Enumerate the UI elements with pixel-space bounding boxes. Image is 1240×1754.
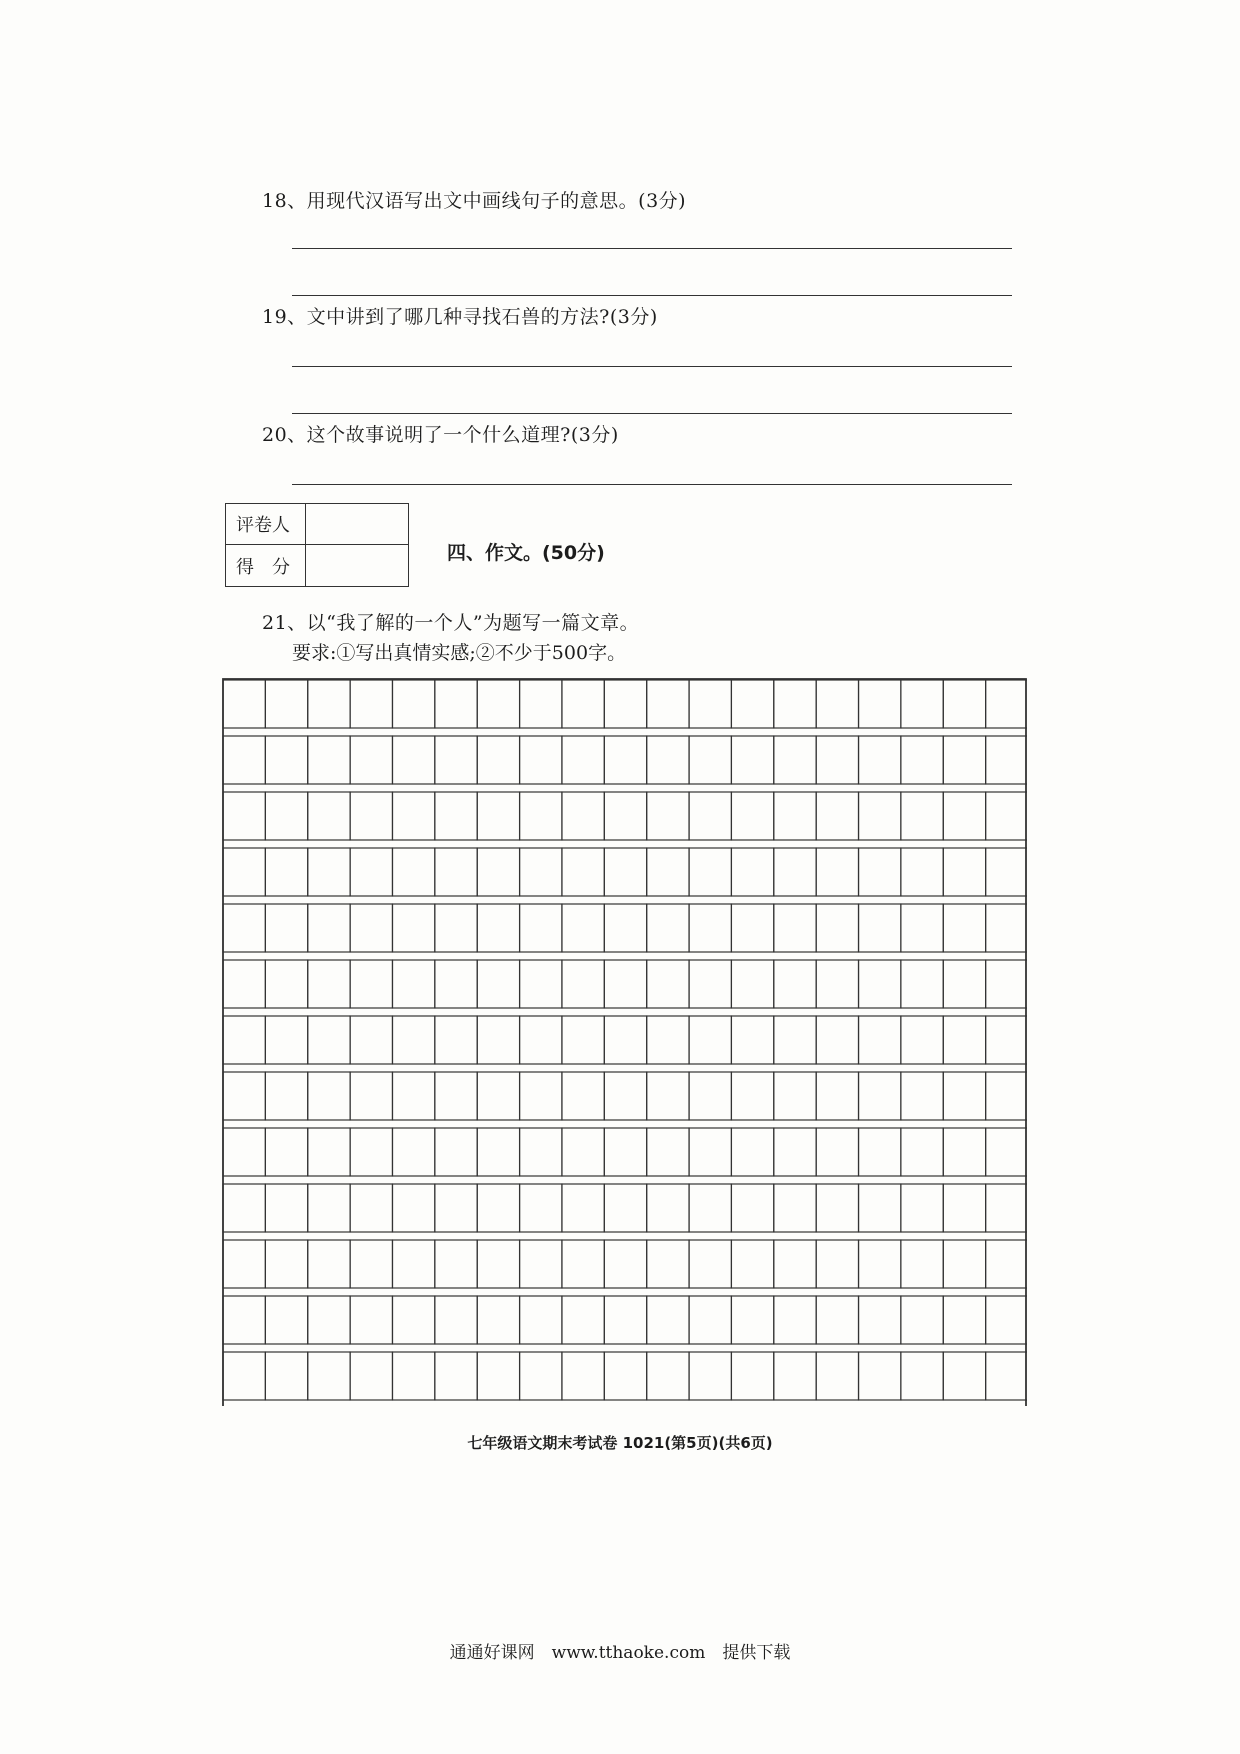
grid-cell xyxy=(647,1352,689,1400)
grid-cell xyxy=(816,904,858,952)
grid-cell xyxy=(731,1184,773,1232)
grid-cell xyxy=(689,848,731,896)
grid-cell xyxy=(308,1128,350,1176)
grid-cell xyxy=(774,1296,816,1344)
answer-line[interactable] xyxy=(292,484,1012,485)
grid-cell xyxy=(435,680,477,728)
answer-line[interactable] xyxy=(292,248,1012,249)
grid-cell xyxy=(986,1072,1027,1120)
grid-cell xyxy=(435,792,477,840)
grid-cell xyxy=(647,1240,689,1288)
grid-cell xyxy=(986,1184,1027,1232)
grid-cell xyxy=(308,1184,350,1232)
grid-cell xyxy=(350,1184,392,1232)
grid-cell xyxy=(520,1128,562,1176)
grid-cell xyxy=(901,680,943,728)
grid-row xyxy=(223,1184,1027,1232)
grid-cell xyxy=(689,736,731,784)
grid-cell xyxy=(223,1296,265,1344)
score-field[interactable] xyxy=(306,545,408,586)
grid-cell xyxy=(308,960,350,1008)
grid-cell xyxy=(986,848,1027,896)
grid-cell xyxy=(901,1352,943,1400)
grid-cell xyxy=(350,904,392,952)
grid-cell xyxy=(943,792,985,840)
grid-cell xyxy=(943,1240,985,1288)
grid-cell xyxy=(308,736,350,784)
grid-cell xyxy=(986,1128,1027,1176)
grid-cell xyxy=(901,1128,943,1176)
grid-cell xyxy=(265,1184,307,1232)
grid-cell xyxy=(223,904,265,952)
grid-cell xyxy=(477,1072,519,1120)
grid-cell xyxy=(435,848,477,896)
grid-cell xyxy=(265,1240,307,1288)
grid-cell xyxy=(477,960,519,1008)
grid-cell xyxy=(477,1352,519,1400)
grid-cell xyxy=(604,1296,646,1344)
grid-cell xyxy=(477,1128,519,1176)
grid-cell xyxy=(689,1240,731,1288)
grid-cell xyxy=(731,904,773,952)
grid-cell xyxy=(562,736,604,784)
grid-cell xyxy=(435,1240,477,1288)
grid-cell xyxy=(731,792,773,840)
grid-cell xyxy=(392,1128,434,1176)
grid-cell xyxy=(520,792,562,840)
grid-cell xyxy=(689,1296,731,1344)
grid-row xyxy=(223,960,1027,1008)
grid-cell xyxy=(477,1296,519,1344)
grid-cell xyxy=(943,904,985,952)
grid-cell xyxy=(223,848,265,896)
grid-cell xyxy=(901,960,943,1008)
reviewer-label: 评卷人 xyxy=(226,504,306,545)
grid-cell xyxy=(265,680,307,728)
grid-cell xyxy=(562,1296,604,1344)
grid-cell xyxy=(689,904,731,952)
grid-row xyxy=(223,1352,1027,1400)
grid-cell xyxy=(689,1016,731,1064)
grid-cell xyxy=(265,1072,307,1120)
grid-cell xyxy=(562,1240,604,1288)
grid-cell xyxy=(604,1352,646,1400)
grid-cell xyxy=(350,736,392,784)
grid-cell xyxy=(943,1016,985,1064)
grid-row xyxy=(223,848,1027,896)
grid-cell xyxy=(731,1296,773,1344)
grid-cell xyxy=(392,960,434,1008)
grid-cell xyxy=(647,792,689,840)
grid-cell xyxy=(435,1016,477,1064)
grid-cell xyxy=(859,792,901,840)
essay-requirement: 要求:①写出真情实感;②不少于500字。 xyxy=(292,642,627,664)
grid-cell xyxy=(392,848,434,896)
grid-cell xyxy=(604,848,646,896)
grid-cell xyxy=(986,1352,1027,1400)
grid-cell xyxy=(774,736,816,784)
grid-cell xyxy=(901,904,943,952)
grid-cell xyxy=(520,904,562,952)
grid-cell xyxy=(859,1352,901,1400)
grid-cell xyxy=(392,680,434,728)
exam-footer: 七年级语文期末考试卷 1021(第5页)(共6页) xyxy=(467,1434,773,1452)
grid-cell xyxy=(647,736,689,784)
grid-cell xyxy=(520,1240,562,1288)
grid-cell xyxy=(689,680,731,728)
grid-cell xyxy=(774,680,816,728)
grid-cell xyxy=(477,848,519,896)
grid-row xyxy=(223,1296,1027,1344)
grid-cell xyxy=(689,792,731,840)
grid-row xyxy=(223,1128,1027,1176)
grid-cell xyxy=(859,960,901,1008)
grid-row xyxy=(223,904,1027,952)
grid-cell xyxy=(604,1072,646,1120)
grid-cell xyxy=(477,1016,519,1064)
grid-cell xyxy=(392,792,434,840)
grid-cell xyxy=(647,680,689,728)
grid-cell xyxy=(774,1128,816,1176)
grid-row xyxy=(223,680,1027,728)
grid-cell xyxy=(350,792,392,840)
grid-cell xyxy=(689,1128,731,1176)
grid-cell xyxy=(520,680,562,728)
grid-cell xyxy=(562,1352,604,1400)
grid-cell xyxy=(435,1128,477,1176)
grid-cell xyxy=(731,1072,773,1120)
grid-cell xyxy=(943,1352,985,1400)
grid-cell xyxy=(731,1016,773,1064)
grid-cell xyxy=(265,1128,307,1176)
grid-cell xyxy=(816,736,858,784)
grid-cell xyxy=(859,736,901,784)
grid-cell xyxy=(943,960,985,1008)
grid-cell xyxy=(859,1240,901,1288)
grid-cell xyxy=(265,736,307,784)
grid-cell xyxy=(647,960,689,1008)
grid-cell xyxy=(816,1128,858,1176)
grid-cell xyxy=(562,1128,604,1176)
grid-cell xyxy=(308,1240,350,1288)
grid-cell xyxy=(223,736,265,784)
grid-cell xyxy=(859,1296,901,1344)
grid-cell xyxy=(350,1072,392,1120)
grid-cell xyxy=(731,848,773,896)
grid-cell xyxy=(435,1072,477,1120)
grid-cell xyxy=(350,1296,392,1344)
grid-cell xyxy=(731,1128,773,1176)
grid-cell xyxy=(392,1296,434,1344)
grid-cell xyxy=(986,1016,1027,1064)
grid-row xyxy=(223,792,1027,840)
grid-cell xyxy=(477,736,519,784)
grid-cell xyxy=(435,1296,477,1344)
reviewer-field[interactable] xyxy=(306,504,408,545)
grid-cell xyxy=(774,1016,816,1064)
grid-cell xyxy=(265,960,307,1008)
grid-cell xyxy=(604,1128,646,1176)
grid-cell xyxy=(392,736,434,784)
grid-cell xyxy=(223,1128,265,1176)
grid-cell xyxy=(308,680,350,728)
grid-cell xyxy=(859,1184,901,1232)
grid-cell xyxy=(986,960,1027,1008)
grid-cell xyxy=(647,1128,689,1176)
grid-cell xyxy=(647,1184,689,1232)
grid-cell xyxy=(689,1184,731,1232)
grid-cell xyxy=(562,1072,604,1120)
grid-cell xyxy=(223,1184,265,1232)
grid-cell xyxy=(392,1184,434,1232)
grid-cell xyxy=(986,1240,1027,1288)
grid-cell xyxy=(604,792,646,840)
grid-cell xyxy=(308,904,350,952)
question-18: 18、用现代汉语写出文中画线句子的意思。(3分) xyxy=(262,190,687,212)
grid-cell xyxy=(859,848,901,896)
grid-cell xyxy=(308,1296,350,1344)
grid-cell xyxy=(477,792,519,840)
grid-cell xyxy=(477,680,519,728)
grid-cell xyxy=(520,1072,562,1120)
grid-cell xyxy=(520,1296,562,1344)
grid-cell xyxy=(265,1352,307,1400)
grid-cell xyxy=(520,736,562,784)
grid-cell xyxy=(901,792,943,840)
grid-cell xyxy=(731,736,773,784)
grid-cell xyxy=(520,1016,562,1064)
grid-cell xyxy=(689,1352,731,1400)
grid-cell xyxy=(986,680,1027,728)
source-footer: 通通好课网 www.tthaoke.com 提供下载 xyxy=(449,1643,791,1663)
grid-cell xyxy=(774,848,816,896)
grid-cell xyxy=(392,1352,434,1400)
grid-cell xyxy=(731,960,773,1008)
grid-cell xyxy=(350,960,392,1008)
grid-cell xyxy=(943,1128,985,1176)
grid-cell xyxy=(816,792,858,840)
grid-cell xyxy=(350,1240,392,1288)
answer-line[interactable] xyxy=(292,366,1012,367)
grid-cell xyxy=(477,904,519,952)
grid-cell xyxy=(901,1184,943,1232)
grid-cell xyxy=(223,1240,265,1288)
grid-cell xyxy=(223,1072,265,1120)
grid-cell xyxy=(435,1352,477,1400)
essay-prompt: 21、以“我了解的一个人”为题写一篇文章。 xyxy=(262,612,640,634)
grid-cell xyxy=(943,1072,985,1120)
grid-cell xyxy=(223,680,265,728)
grid-cell xyxy=(859,1016,901,1064)
grid-cell xyxy=(774,1240,816,1288)
grid-cell xyxy=(392,1240,434,1288)
grid-cell xyxy=(816,1240,858,1288)
grid-cell xyxy=(223,1352,265,1400)
grid-row xyxy=(223,1016,1027,1064)
grid-cell xyxy=(392,1016,434,1064)
grid-cell xyxy=(986,792,1027,840)
grid-cell xyxy=(604,680,646,728)
grid-cell xyxy=(520,960,562,1008)
grid-cell xyxy=(731,1240,773,1288)
grid-cell xyxy=(647,904,689,952)
grid-cell xyxy=(308,1352,350,1400)
grid-cell xyxy=(604,1016,646,1064)
grid-cell xyxy=(562,792,604,840)
grid-cell xyxy=(308,1016,350,1064)
grid-border xyxy=(223,679,1026,1406)
grid-cell xyxy=(477,1240,519,1288)
grid-cell xyxy=(265,848,307,896)
grid-cell xyxy=(520,848,562,896)
grid-cell xyxy=(520,1352,562,1400)
grid-cell xyxy=(604,1240,646,1288)
grid-cell xyxy=(943,736,985,784)
grid-cell xyxy=(901,1296,943,1344)
grid-cell xyxy=(731,1352,773,1400)
grid-cell xyxy=(350,1016,392,1064)
grid-cell xyxy=(350,1352,392,1400)
grid-cell xyxy=(689,960,731,1008)
grid-cell xyxy=(816,1184,858,1232)
grid-row xyxy=(223,736,1027,784)
grid-cell xyxy=(223,960,265,1008)
grid-cell xyxy=(816,848,858,896)
score-label: 得 分 xyxy=(226,545,306,586)
grid-cell xyxy=(604,904,646,952)
grid-cell xyxy=(731,680,773,728)
grid-cell xyxy=(604,736,646,784)
grid-cell xyxy=(901,848,943,896)
grid-cell xyxy=(774,1352,816,1400)
grid-cell xyxy=(308,792,350,840)
grid-cell xyxy=(689,1072,731,1120)
grid-cell xyxy=(816,1072,858,1120)
grid-cell xyxy=(308,848,350,896)
grid-cell xyxy=(562,680,604,728)
grid-cell xyxy=(774,1184,816,1232)
grid-cell xyxy=(520,1184,562,1232)
grid-cell xyxy=(901,1240,943,1288)
grid-row xyxy=(223,1072,1027,1120)
grid-cell xyxy=(774,792,816,840)
grid-cell xyxy=(562,1016,604,1064)
grid-cell xyxy=(774,960,816,1008)
grid-cell xyxy=(562,960,604,1008)
grid-cell xyxy=(647,1072,689,1120)
grid-cell xyxy=(350,848,392,896)
grid-cell xyxy=(859,904,901,952)
grid-cell xyxy=(647,1016,689,1064)
grid-cell xyxy=(816,1016,858,1064)
grid-cell xyxy=(943,680,985,728)
grid-cell xyxy=(901,1016,943,1064)
grid-cell xyxy=(265,1016,307,1064)
grid-cell xyxy=(816,1296,858,1344)
grid-cell xyxy=(943,1296,985,1344)
grid-cell xyxy=(392,904,434,952)
grid-cell xyxy=(943,848,985,896)
grid-cell xyxy=(435,1184,477,1232)
grid-cell xyxy=(816,960,858,1008)
grid-cell xyxy=(265,792,307,840)
grid-cell xyxy=(562,904,604,952)
grid-cell xyxy=(986,904,1027,952)
grader-box xyxy=(225,503,409,587)
grid-cell xyxy=(308,1072,350,1120)
grid-cell xyxy=(986,1296,1027,1344)
question-20: 20、这个故事说明了一个什么道理?(3分) xyxy=(262,424,619,446)
question-19: 19、文中讲到了哪几种寻找石兽的方法?(3分) xyxy=(262,306,658,328)
grid-cell xyxy=(477,1184,519,1232)
grid-cell xyxy=(774,1072,816,1120)
grid-cell xyxy=(562,1184,604,1232)
grid-cell xyxy=(859,1128,901,1176)
grid-cell xyxy=(647,1296,689,1344)
grid-cell xyxy=(816,1352,858,1400)
grid-cell xyxy=(223,792,265,840)
grid-row xyxy=(223,1240,1027,1288)
essay-writing-grid[interactable] xyxy=(222,678,1027,1406)
grid-cell xyxy=(901,736,943,784)
grid-cell xyxy=(859,680,901,728)
grid-cell xyxy=(943,1184,985,1232)
grid-cell xyxy=(859,1072,901,1120)
grid-cell xyxy=(435,960,477,1008)
grid-cell xyxy=(901,1072,943,1120)
answer-line[interactable] xyxy=(292,413,1012,414)
grid-cell xyxy=(604,960,646,1008)
answer-line[interactable] xyxy=(292,295,1012,296)
grid-cell xyxy=(647,848,689,896)
grid-cell xyxy=(350,1128,392,1176)
grid-cell xyxy=(816,680,858,728)
grid-cell xyxy=(223,1016,265,1064)
grid-cell xyxy=(435,904,477,952)
grid-cell xyxy=(265,1296,307,1344)
grid-cell xyxy=(435,736,477,784)
grid-cell xyxy=(986,736,1027,784)
grid-cell xyxy=(604,1184,646,1232)
grid-cell xyxy=(562,848,604,896)
section-title: 四、作文。(50分) xyxy=(447,542,605,564)
grid-cell xyxy=(774,904,816,952)
grid-cell xyxy=(392,1072,434,1120)
grid-cell xyxy=(265,904,307,952)
grid-cell xyxy=(350,680,392,728)
